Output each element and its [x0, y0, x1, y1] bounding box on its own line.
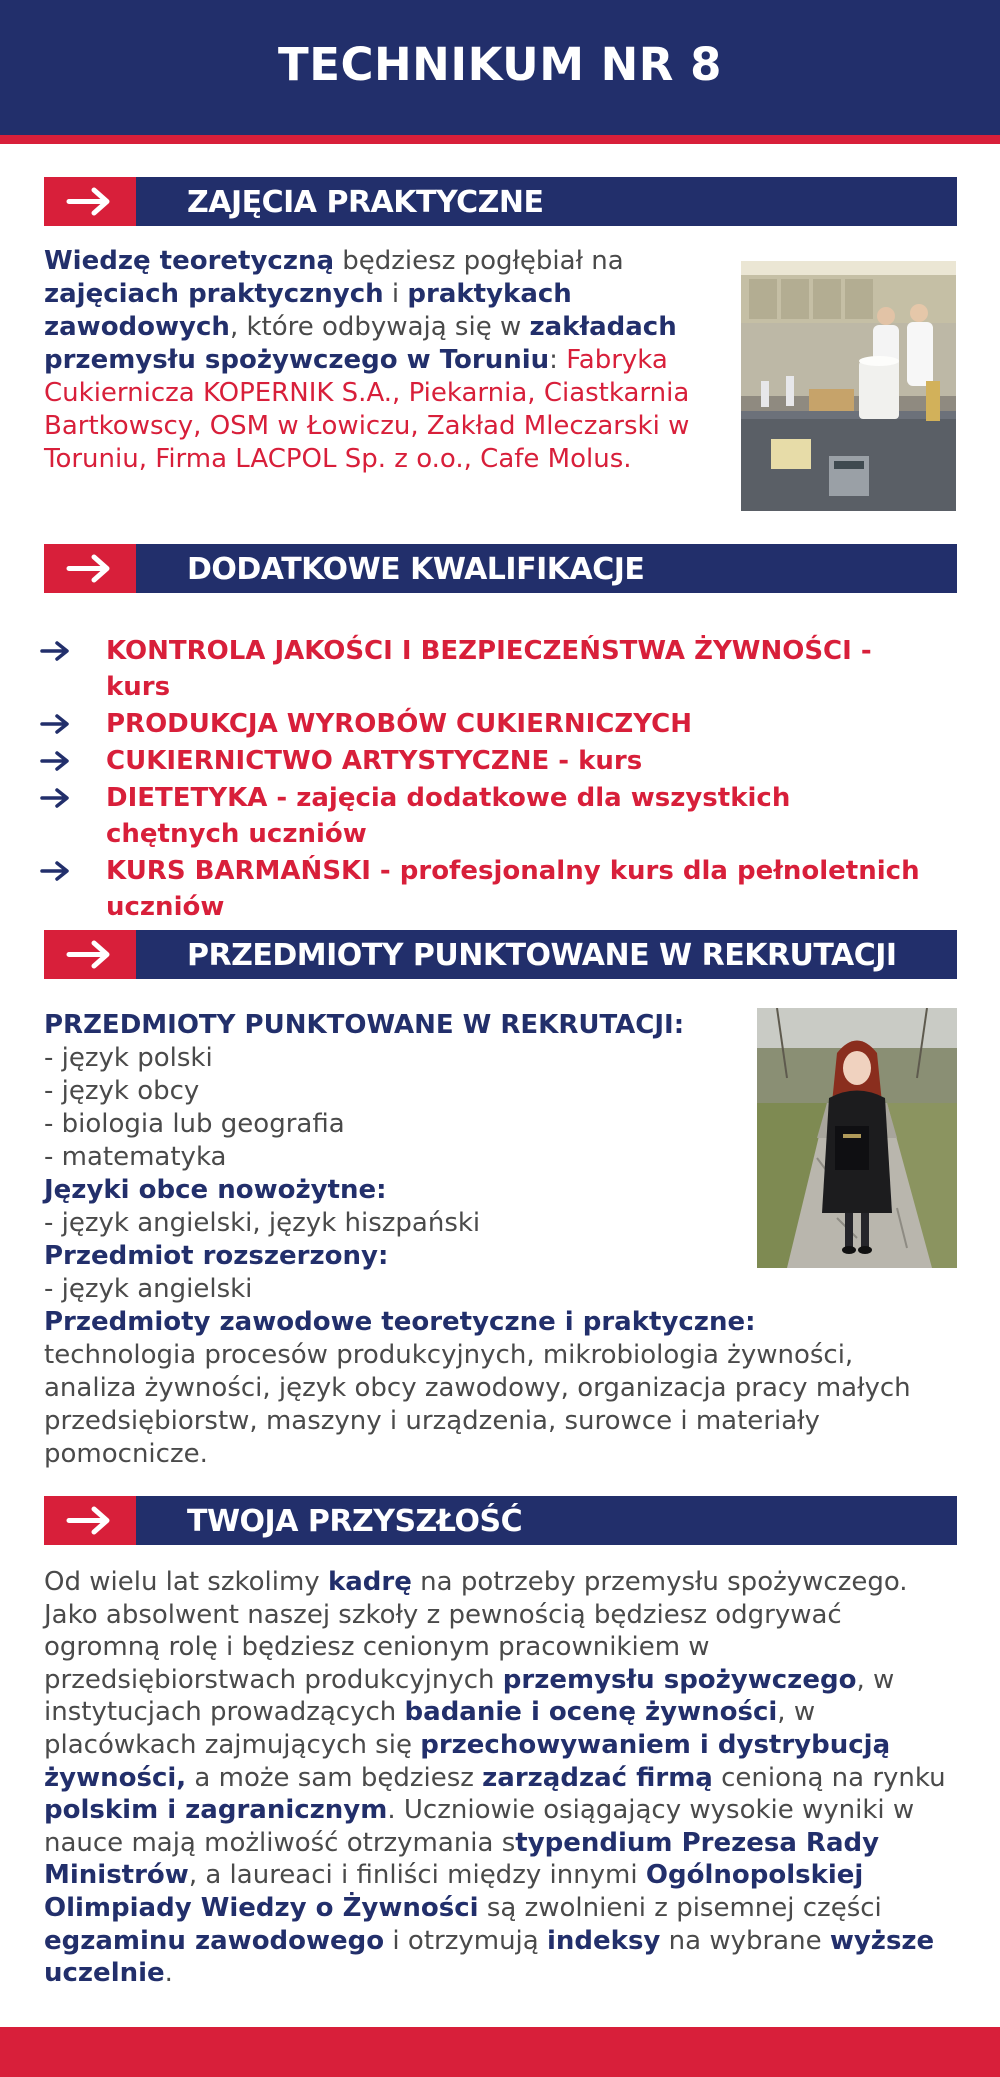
- future-paragraph: [44, 1566, 958, 1990]
- text: :: [549, 345, 567, 375]
- section-title: ZAJĘCIA PRAKTYCZNE: [187, 185, 544, 220]
- list-item: [40, 743, 940, 779]
- text-bold: przechowywaniem i dystrybucją żywności,: [44, 1729, 891, 1793]
- text-line: - matematyka: [44, 1142, 227, 1172]
- text-bold: egzaminu zawodowego: [44, 1925, 385, 1956]
- list-item: [40, 853, 920, 925]
- bullet-arrow-icon: [40, 714, 70, 734]
- section-arrow-box: [44, 1496, 136, 1545]
- page-title: TECHNIKUM NR 8: [278, 38, 722, 91]
- text: i: [383, 279, 408, 309]
- student-photo: [757, 1008, 957, 1268]
- list-item-text: CUKIERNICTWO ARTYSTYCZNE - kurs: [106, 746, 643, 776]
- section-title: TWOJA PRZYSZŁOŚĆ: [187, 1504, 523, 1539]
- text: na wybrane: [660, 1925, 830, 1956]
- list-item-text: KONTROLA JAKOŚCI I BEZPIECZEŃSTWA ŻYWNOŚCI - kurs: [106, 636, 872, 702]
- right-arrow-icon: [66, 1506, 112, 1535]
- practical-paragraph: [44, 245, 736, 476]
- text-line: technologia procesów produkcyjnych, mikrobiologia żywności, analiza żywności, język obcy zawodowy, organizacja pracy małych przedsiębiorstw, maszyny i urządzenia, surowce i materiały pomocnicze.: [44, 1340, 911, 1469]
- text-line: - język angielski, język hiszpański: [44, 1208, 481, 1238]
- text: są zwolnieni z pisemnej części: [478, 1892, 882, 1923]
- list-item: [40, 633, 940, 705]
- bullet-arrow-icon: [40, 751, 70, 771]
- list-item: [40, 706, 940, 742]
- text-red: Fabryka Cukiernicza KOPERNIK S.A., Piekarnia, Ciastkarnia Bartkowscy, OSM w Łowiczu, Zakład Mleczarski w Toruniu, Firma LACPOL Sp. z o.o., Cafe Molus.: [44, 345, 690, 474]
- text: będziesz pogłębiał na: [334, 246, 624, 276]
- text-bold: praktykach zawodowych: [44, 279, 572, 342]
- bullet-arrow-icon: [40, 641, 70, 661]
- text-bold: typendium Prezesa Rady Ministrów: [44, 1827, 880, 1891]
- text: , a laureaci i finliści między innymi: [188, 1860, 646, 1891]
- list-item-text: DIETETYKA - zajęcia dodatkowe dla wszystkich chętnych uczniów: [106, 783, 791, 849]
- text: a może sam będziesz: [186, 1762, 483, 1793]
- list-item-text: PRODUKCJA WYROBÓW CUKIERNICZYCH: [106, 709, 692, 739]
- section-arrow-box: [44, 544, 136, 593]
- section-header-future: [44, 1496, 957, 1545]
- text: . Uczniowie osiągający wysokie wyniki w nauce mają możliwość otrzymania s: [44, 1795, 915, 1858]
- text-bold: indeksy: [546, 1925, 661, 1956]
- lab-photo: [741, 261, 956, 511]
- text-line: - język obcy: [44, 1076, 200, 1106]
- list-item: [40, 780, 860, 852]
- text: na potrzeby przemysłu spożywczego. Jako absolwent naszej szkoły z pewnością będziesz odgrywać ogromną rolę i będziesz cenionym pracownikiem w przedsiębiorstwach produkcyjnych: [44, 1567, 908, 1695]
- text-line: - język polski: [44, 1043, 213, 1073]
- bottom-bar: [0, 2027, 1000, 2077]
- subheading: Przedmioty zawodowe teoretyczne i praktyczne:: [44, 1307, 756, 1337]
- section-title: DODATKOWE KWALIFIKACJE: [187, 552, 645, 587]
- qualifications-list: [40, 633, 940, 926]
- text-bold: polskim i zagranicznym: [44, 1795, 388, 1826]
- top-stripe: [0, 135, 1000, 144]
- text-bold: Wiedzę teoretyczną: [44, 246, 335, 276]
- subheading: Przedmiot rozszerzony:: [44, 1241, 389, 1271]
- text-bold: kadrę: [327, 1567, 412, 1597]
- right-arrow-icon: [66, 554, 112, 583]
- list-item-text: KURS BARMAŃSKI - profesjonalny kurs dla pełnoletnich uczniów: [106, 856, 920, 922]
- text-line: - biologia lub geografia: [44, 1109, 345, 1139]
- text: Od wielu lat szkolimy: [44, 1567, 328, 1597]
- text: .: [164, 1958, 173, 1989]
- section-arrow-box: [44, 930, 136, 979]
- bullet-arrow-icon: [40, 788, 70, 808]
- bullet-arrow-icon: [40, 861, 70, 881]
- text: , w instytucjach prowadzących: [44, 1664, 895, 1728]
- section-header-practical: [44, 177, 957, 226]
- text: , które odbywają się w: [229, 312, 530, 342]
- text: i otrzymują: [384, 1925, 547, 1956]
- section-header-qualifications: [44, 544, 957, 593]
- text-bold: zajęciach praktycznych: [44, 279, 384, 309]
- text-bold: zarządzać firmą: [482, 1762, 713, 1793]
- text-bold: zakładach przemysłu spożywczego w Toruniu: [44, 312, 677, 375]
- text: , w placówkach zajmujących się: [44, 1697, 816, 1760]
- text-bold: Ogólnopolskiej Olimpiady Wiedzy o Żywności: [44, 1860, 864, 1923]
- subheading: Języki obce nowożytne:: [44, 1175, 387, 1205]
- right-arrow-icon: [66, 187, 112, 216]
- text-bold: badanie i ocenę żywności: [404, 1697, 778, 1728]
- right-arrow-icon: [66, 940, 112, 969]
- text-bold: przemysłu spożywczego: [502, 1664, 857, 1695]
- section-header-subjects: [44, 930, 957, 979]
- section-title: PRZEDMIOTY PUNKTOWANE W REKRUTACJI: [187, 938, 897, 973]
- text-line: - język angielski: [44, 1274, 253, 1304]
- text-bold: wyższe uczelnie: [44, 1925, 935, 1989]
- section-arrow-box: [44, 177, 136, 226]
- text: cenioną na rynku: [712, 1762, 946, 1793]
- subheading: PRZEDMIOTY PUNKTOWANE W REKRUTACJI:: [44, 1010, 685, 1040]
